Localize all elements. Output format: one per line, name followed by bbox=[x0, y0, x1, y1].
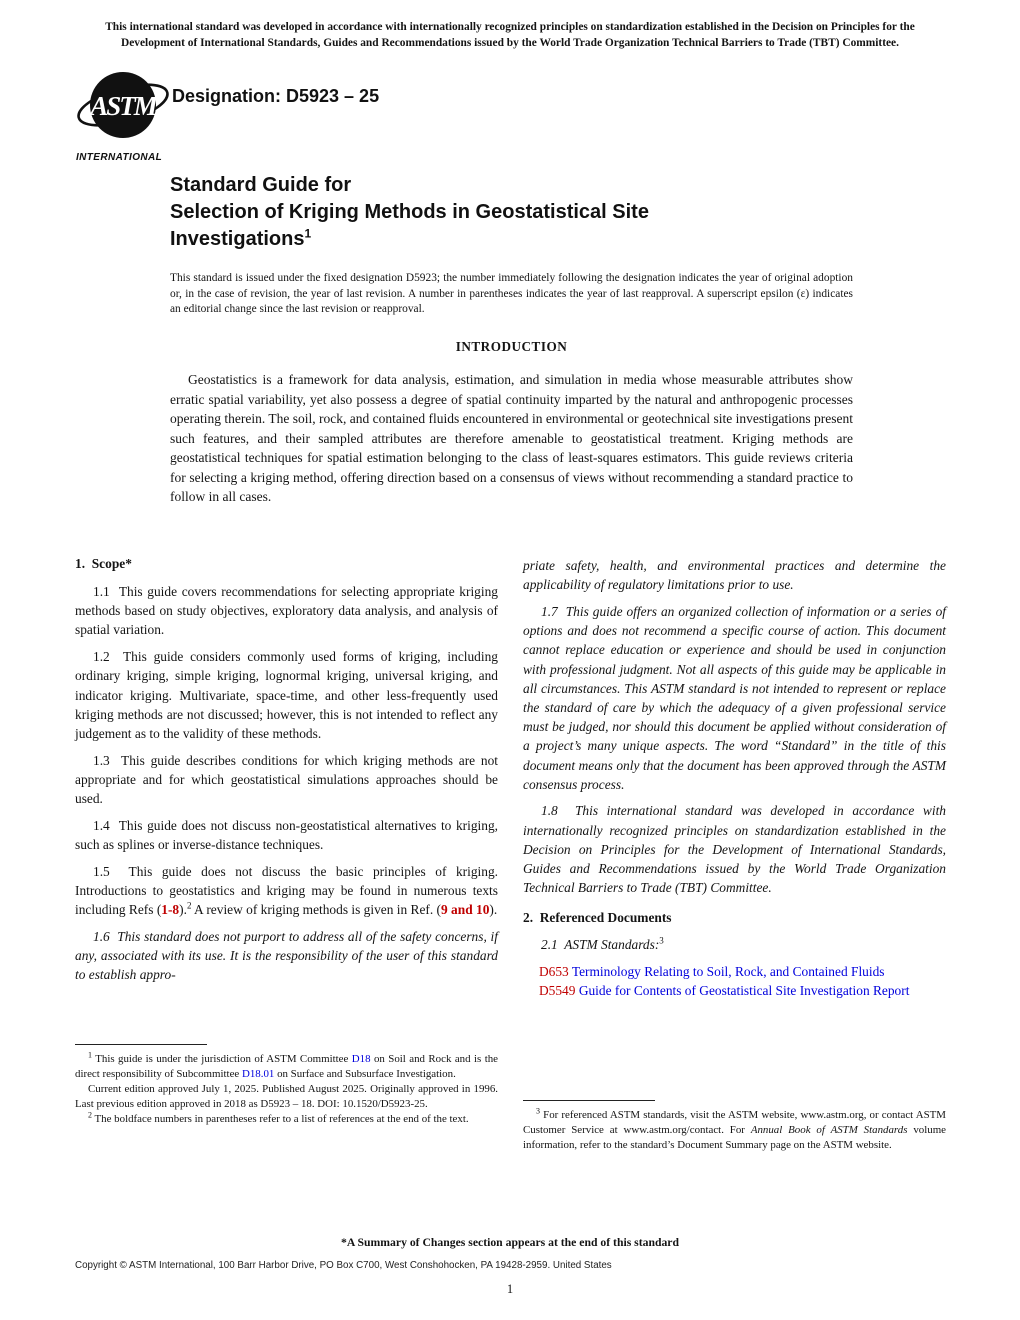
page-number: 1 bbox=[506, 1282, 514, 1296]
copyright-line: Copyright © ASTM International, 100 Barr Harbor Drive, PO Box C700, West Conshohocken, PA 19428-2959. United States bbox=[75, 1260, 612, 1271]
footnote-marker-2: 2 bbox=[186, 900, 192, 911]
astm-globe-icon bbox=[76, 66, 170, 150]
introduction-body: Geostatistics is a framework for data analysis, estimation, and simulation in media whose measurable attributes show erratic spatial variability, yet also possess a degree of spatial continuity imparted by the natural and anthropogenic processes operating therein. The soil, rock, and contained fluids encountered in environmental or geotechnical site investigations present such features, and their sampled attributes are therefore amenable to geostatistical treatment. Kriging methods are geostatistical techniques for spatial estimation belonging to the class of least-squares estimators. This guide reviews criteria for selecting a kriging method, offering direction based on a consensus of views without recommending a standard practice to follow in all cases. bbox=[170, 372, 853, 504]
footnote-1-marker: 1 bbox=[88, 1050, 92, 1060]
referenced-documents-heading: 2. Referenced Documents bbox=[523, 910, 672, 926]
standard-code-link[interactable]: D5549 bbox=[539, 983, 576, 999]
paragraph-1-5-text: ). bbox=[489, 902, 498, 918]
standard-title-link[interactable]: Guide for Contents of Geostatistical Site Investigation Report bbox=[578, 983, 910, 999]
footnote-divider bbox=[75, 1044, 207, 1045]
paragraph-1-5-text: 1.5 This guide does not discuss the basic principles of kriging. Introductions to geostatistics and kriging may be found in numerous texts including Refs ( bbox=[75, 863, 498, 918]
title-footnote-marker: 1 bbox=[304, 226, 312, 241]
astm-standards-label: 2.1 ASTM Standards: bbox=[541, 937, 660, 953]
footnote-1-text: on Soil and Rock and is the direct responsibility of Subcommittee bbox=[75, 1053, 498, 1080]
standard-title-link[interactable]: Terminology Relating to Soil, Rock, and Contained Fluids bbox=[571, 964, 885, 980]
scope-heading: 1. Scope* bbox=[75, 556, 132, 571]
footnote-2-text: The boldface numbers in parentheses refer to a list of references at the end of the text. bbox=[92, 1113, 469, 1125]
introduction-heading: INTRODUCTION bbox=[455, 339, 568, 354]
paragraph-1-4: 1.4 This guide does not discuss non-geostatistical alternatives to kriging, such as splines or inverse-distance techniques. bbox=[75, 817, 498, 852]
designation: Designation: D5923 – 25 bbox=[172, 86, 380, 106]
title-line-2: Selection of Kriging Methods in Geostatistical Site bbox=[170, 201, 649, 223]
paragraph-1-8: 1.8 This international standard was developed in accordance with internationally recognized principles on standardization established in the Decision on Principles for the Development of International Standards, Guides and Recommendations issued by the World Trade Organization Technical Barriers to Trade (TBT) Committee. bbox=[523, 803, 946, 896]
paragraph-1-2: 1.2 This guide considers commonly used forms of kriging, including ordinary kriging, simple kriging, lognormal kriging, universal kriging, and indicator kriging. Multivariate, space-time, and other less-frequently used kriging methods are not discussed; however, this is not intended to reflect any judgement as to the validity of these methods. bbox=[75, 649, 498, 741]
standard-code-link[interactable]: D653 bbox=[539, 964, 569, 980]
reference-link-1-8[interactable]: 1-8 bbox=[161, 902, 180, 918]
left-footnotes bbox=[75, 1044, 498, 1127]
paragraph-1-3: 1.3 This guide describes conditions for which kriging methods are not appropriate and for which geostatistical simulations approaches should be used. bbox=[75, 752, 498, 807]
wto-notice: This international standard was developed in accordance with internationally recognized principles on standardization established in the Decision on Principles for the Development of International Standards, Guides and Recommendations issued by the World Trade Organization Technical Barriers to Trade (TBT) Committee. bbox=[105, 21, 915, 49]
footnote-marker-3: 3 bbox=[659, 935, 664, 946]
referenced-standard-d653 bbox=[539, 962, 946, 981]
reference-link-9-10[interactable]: 9 and 10 bbox=[441, 902, 490, 918]
paragraph-1-5 bbox=[75, 862, 498, 920]
footnote-1-text: This guide is under the jurisdiction of ASTM Committee bbox=[92, 1053, 352, 1065]
footnote-1-edition: Current edition approved July 1, 2025. Published August 2025. Originally approved in 1996. Last previous edition approved in 2018 as D5923 – 18. DOI: 10.1520/D5923-25. bbox=[75, 1083, 498, 1110]
footnote-3-text: volume information, refer to the standard’s Document Summary page on the ASTM website. bbox=[523, 1124, 947, 1151]
title-line-3-text: Investigations bbox=[170, 228, 305, 250]
astm-international-label: INTERNATIONAL bbox=[76, 152, 163, 163]
document-title bbox=[170, 172, 649, 253]
left-column bbox=[75, 556, 498, 992]
paragraph-1-1: 1.1 This guide covers recommendations for selecting appropriate kriging methods based on study objectives, exploratory data analysis, and analysis of spatial variation. bbox=[75, 584, 498, 638]
footnote-2 bbox=[75, 1112, 498, 1127]
subcommittee-d18-01-link[interactable]: D18.01 bbox=[241, 1068, 275, 1080]
footnote-3-text: For referenced ASTM standards, visit the ASTM website, www.astm.org, or contact ASTM Customer Service at www.astm.org/contact. For bbox=[523, 1109, 946, 1136]
paragraph-1-5-text: ). bbox=[179, 902, 187, 918]
paragraph-1-5-text: A review of kriging methods is given in Ref. ( bbox=[191, 902, 442, 918]
astm-logo bbox=[76, 66, 174, 163]
paragraph-1-7: 1.7 This guide offers an organized collection of information or a series of options and does not recommend a specific course of action. This document cannot replace education or experience and should be used in conjunction with professional judgment. Not all aspects of this guide may be applicable in all circumstances. This ASTM standard is not intended to represent or replace the standard of care by which the adequacy of a given professional service must be judged, nor should this document be applied without consideration of a project’s many unique aspects. The word “Standard” in the title of this document means only that the document has been approved through the ASTM consensus process. bbox=[523, 603, 946, 792]
title-line-1: Standard Guide for bbox=[170, 174, 352, 196]
footnote-2-marker: 2 bbox=[88, 1110, 92, 1120]
astm-standards-subheading bbox=[523, 935, 946, 954]
annual-book-title: Annual Book of ASTM Standards bbox=[750, 1124, 908, 1136]
issue-note: This standard is issued under the fixed designation D5923; the number immediately following the designation indicates the year of original adoption or, in the case of revision, the year of last revision. A number in parentheses indicates the year of last reapproval. A superscript epsilon (ε) indicates an editorial change since the last revision or reapproval. bbox=[170, 272, 853, 316]
paragraph-1-6: 1.6 This standard does not purport to address all of the safety concerns, if any, associated with its use. It is the responsibility of the user of this standard to establish appro- bbox=[75, 928, 498, 983]
footnote-1 bbox=[75, 1052, 498, 1082]
footnote-1-text: on Surface and Subsurface Investigation. bbox=[274, 1068, 456, 1080]
right-column bbox=[523, 556, 946, 1001]
committee-d18-link[interactable]: D18 bbox=[351, 1053, 371, 1065]
summary-of-changes-note: *A Summary of Changes section appears at the end of this standard bbox=[341, 1236, 679, 1249]
referenced-standard-d5549 bbox=[539, 981, 946, 1000]
astm-logo-text: ASTM bbox=[90, 91, 156, 121]
footnote-3 bbox=[523, 1108, 946, 1153]
paragraph-1-6-continuation: priate safety, health, and environmental practices and determine the applicability of regulatory limitations prior to use. bbox=[523, 558, 946, 593]
footnote-3-marker: 3 bbox=[536, 1106, 540, 1116]
title-line-3 bbox=[170, 226, 649, 253]
footnote-divider bbox=[523, 1100, 655, 1101]
right-footnotes bbox=[523, 1100, 946, 1153]
